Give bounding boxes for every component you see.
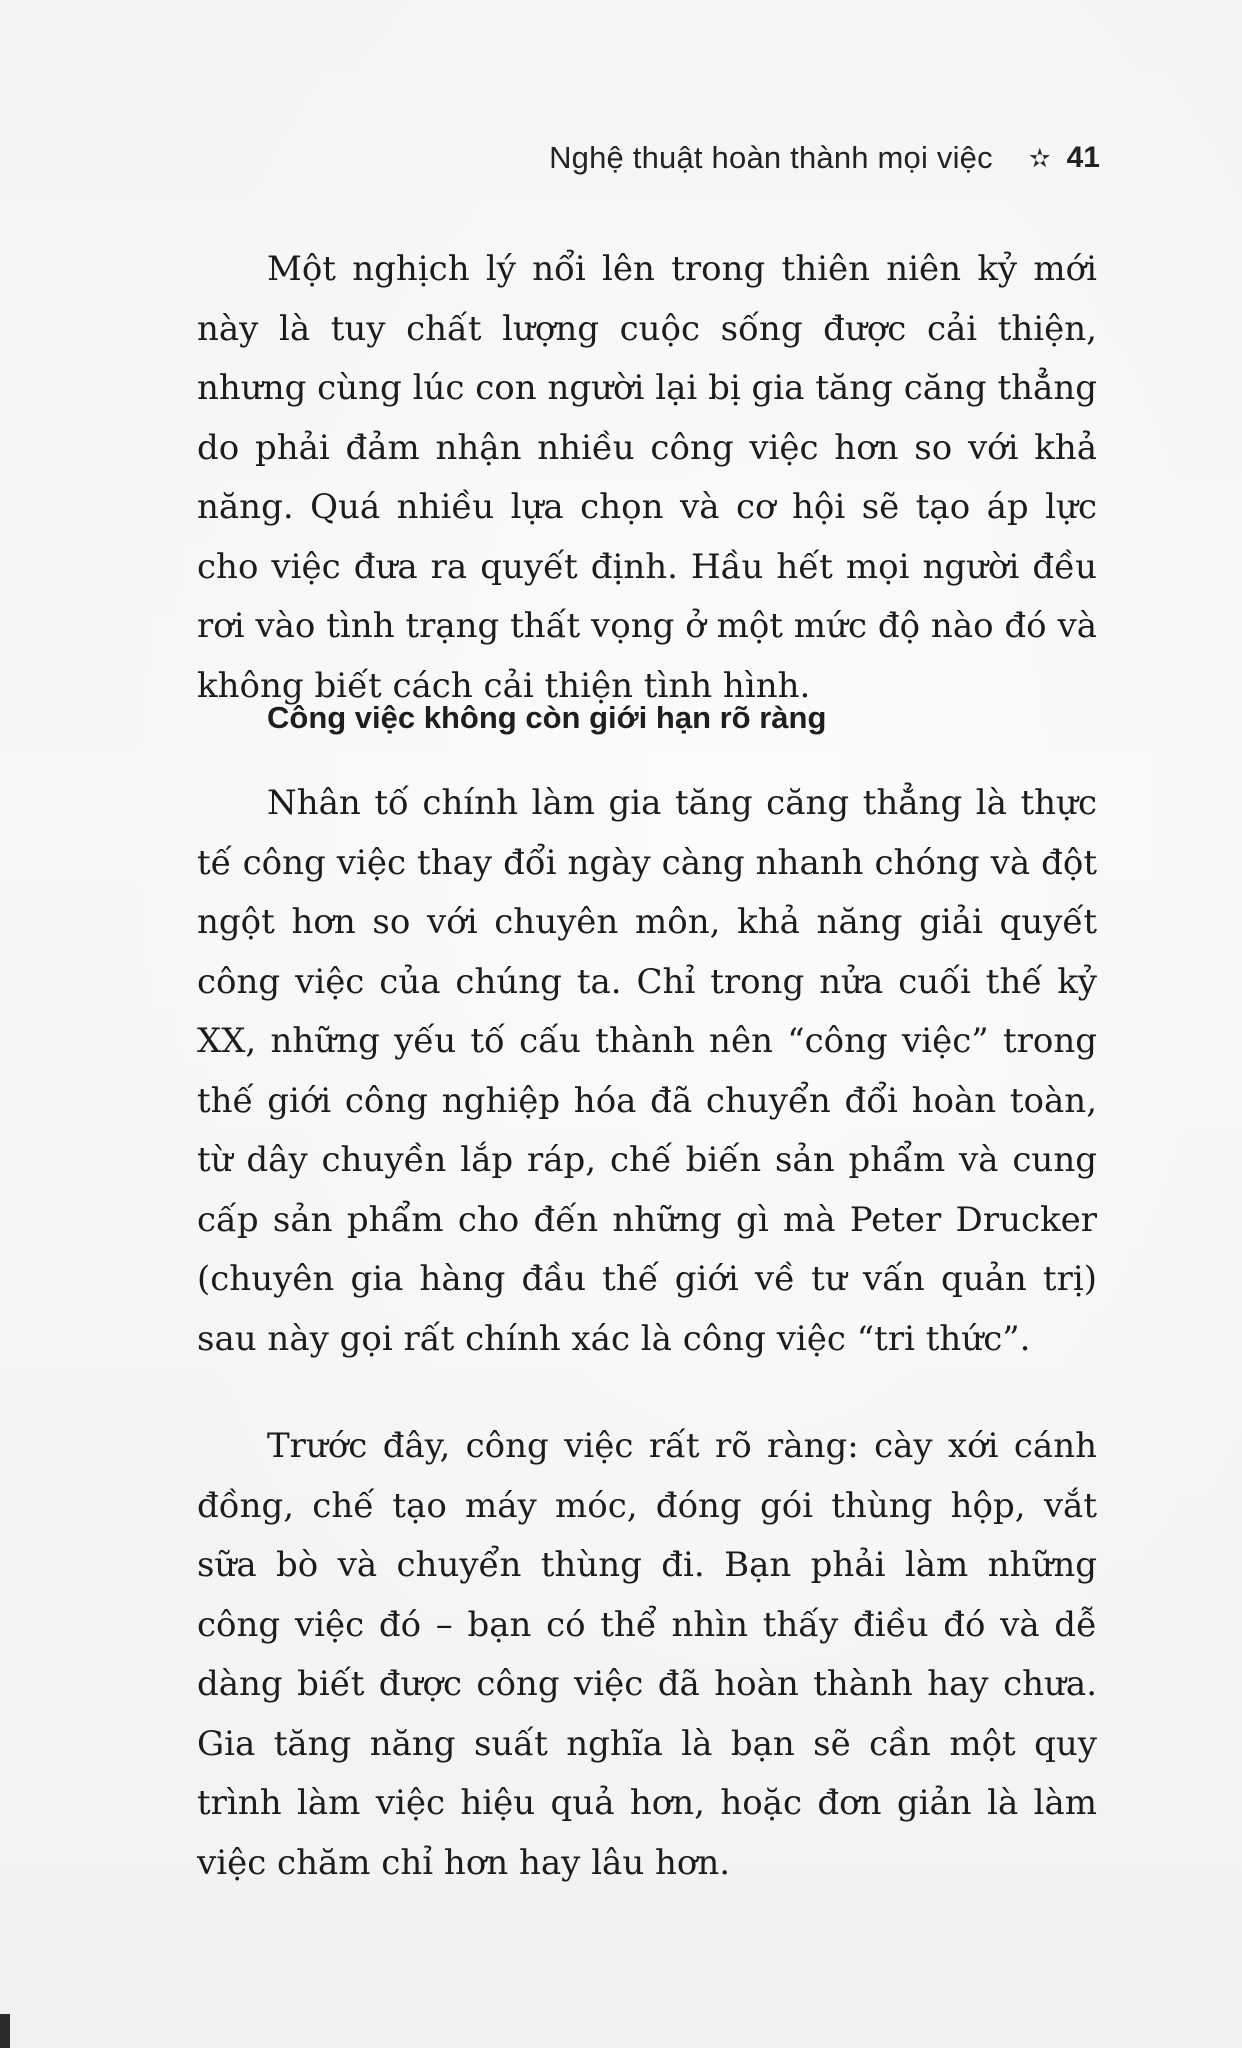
page-edge-mark (0, 2014, 10, 2048)
section-heading: Công việc không còn giới hạn rõ ràng (267, 700, 827, 735)
running-title: Nghệ thuật hoàn thành mọi việc (549, 140, 993, 175)
star-icon: ✫ (1028, 143, 1051, 173)
paragraph-3: Trước đây, công việc rất rõ ràng: cày xới cánh đồng, chế tạo máy móc, đóng gói thùng hộp, vắt sữa bò và chuyển thùng đi. Bạn phải làm những công việc đó – bạn có thể nhìn thấy điều đó và dễ dàng biết được công việc đã hoàn thành hay chưa. Gia tăng năng suất nghĩa là bạn sẽ cần một quy trình làm việc hiệu quả hơn, hoặc đơn giản là làm việc chăm chỉ hơn hay lâu hơn. (197, 1426, 1097, 1883)
paragraph-1: Một nghịch lý nổi lên trong thiên niên kỷ mới này là tuy chất lượng cuộc sống được cải thiện, nhưng cùng lúc con người lại bị gia tăng căng thẳng do phải đảm nhận nhiều công việc hơn so với khả năng. Quá nhiều lựa chọn và cơ hội sẽ tạo áp lực cho việc đưa ra quyết định. Hầu hết mọi người đều rơi vào tình trạng thất vọng ở một mức độ nào đó và không biết cách cải thiện tình hình. (197, 249, 1097, 706)
page-number: 41 (1066, 141, 1100, 174)
running-header (480, 138, 1100, 178)
paragraph-2: Nhân tố chính làm gia tăng căng thẳng là thực tế công việc thay đổi ngày càng nhanh chóng và đột ngột hơn so với chuyên môn, khả năng giải quyết công việc của chúng ta. Chỉ trong nửa cuối thế kỷ XX, những yếu tố cấu thành nên “công việc” trong thế giới công nghiệp hóa đã chuyển đổi hoàn toàn, từ dây chuyền lắp ráp, chế biến sản phẩm và cung cấp sản phẩm cho đến những gì mà Peter Drucker (chuyên gia hàng đầu thế giới về tư vấn quản trị) sau này gọi rất chính xác là công việc “tri thức”. (197, 783, 1097, 1359)
